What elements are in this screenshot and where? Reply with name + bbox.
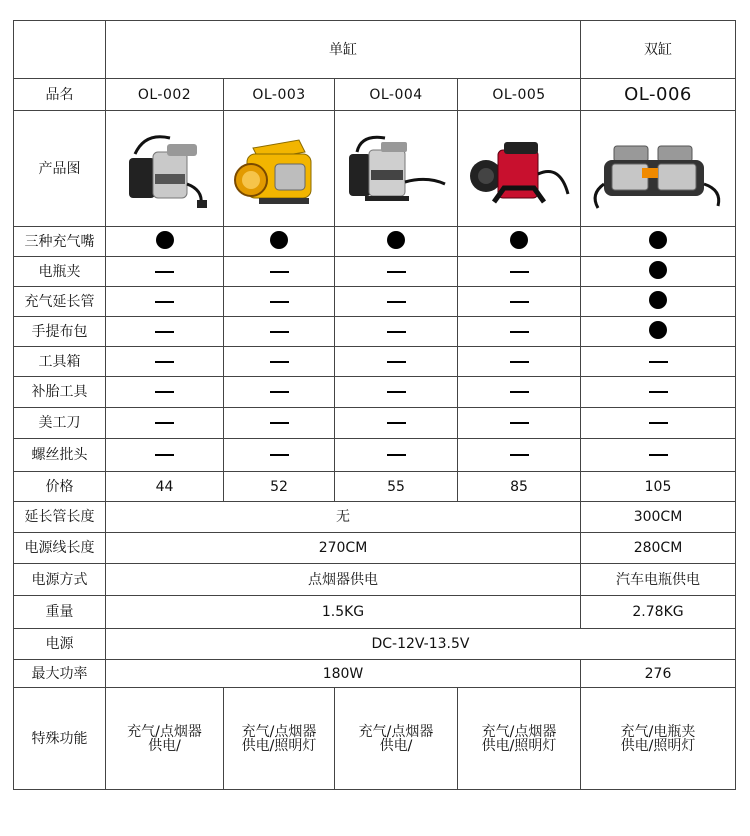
bag-ol-006: [581, 317, 736, 347]
toolbox-ol-004: [335, 347, 458, 377]
bag-ol-005: [458, 317, 581, 347]
power-method-double: 汽车电瓶供电: [581, 564, 736, 596]
spec-table: [13, 20, 736, 790]
tire-repair-ol-003: [224, 377, 335, 408]
not-included-dash: [270, 391, 289, 393]
special-line-1: 充气/电瓶夹: [620, 723, 696, 740]
special-ol-005: [458, 688, 581, 790]
toolbox-ol-002: [106, 347, 224, 377]
utility-knife-ol-004: [335, 408, 458, 439]
special-line-1: 充气/点烟器: [481, 723, 557, 740]
compressor-dual-cylinder-icon: [588, 124, 728, 214]
clamp-ol-003: [224, 257, 335, 287]
product-image-ol-004: [335, 111, 458, 227]
special-line-1: 充气/点烟器: [127, 723, 202, 740]
included-dot: [649, 291, 667, 309]
not-included-dash: [155, 454, 174, 456]
not-included-dash: [270, 301, 289, 303]
not-included-dash: [270, 271, 289, 273]
nozzles-ol-003: [224, 227, 335, 257]
special-line-2: 供电/照明灯: [241, 737, 317, 754]
extension-hose-label: 充气延长管: [14, 287, 106, 317]
product-image-ol-006: [581, 111, 736, 227]
max-power-double: 276: [581, 660, 736, 688]
special-ol-004: [335, 688, 458, 790]
tire-repair-label: 补胎工具: [14, 377, 106, 408]
utility-knife-label: 美工刀: [14, 408, 106, 439]
not-included-dash: [155, 331, 174, 333]
toolbox-label: 工具箱: [14, 347, 106, 377]
included-dot: [649, 231, 667, 249]
utility-knife-ol-005: [458, 408, 581, 439]
compressor-silver-black-icon: [341, 124, 451, 214]
toolbox-ol-003: [224, 347, 335, 377]
power-method-single: 点烟器供电: [106, 564, 581, 596]
not-included-dash: [155, 391, 174, 393]
product-image-label: 产品图: [14, 111, 106, 227]
not-included-dash: [649, 361, 668, 363]
not-included-dash: [387, 454, 406, 456]
nozzles-label: 三种充气嘴: [14, 227, 106, 257]
power-method-label: 电源方式: [14, 564, 106, 596]
weight-label: 重量: [14, 596, 106, 629]
hose-length-label: 延长管长度: [14, 502, 106, 533]
screw-bits-ol-003: [224, 439, 335, 472]
single-cylinder-header: 单缸: [106, 21, 581, 79]
toolbox-ol-006: [581, 347, 736, 377]
not-included-dash: [649, 422, 668, 424]
clamp-ol-005: [458, 257, 581, 287]
extension-hose-ol-004: [335, 287, 458, 317]
not-included-dash: [270, 361, 289, 363]
not-included-dash: [270, 331, 289, 333]
special-line-2: 供电/照明灯: [620, 737, 696, 754]
price-ol-005: 85: [458, 472, 581, 502]
clamp-ol-002: [106, 257, 224, 287]
special-ol-002: [106, 688, 224, 790]
product-image-ol-002: [106, 111, 224, 227]
nozzles-ol-005: [458, 227, 581, 257]
clamp-ol-004: [335, 257, 458, 287]
clamp-label: 电瓶夹: [14, 257, 106, 287]
special-line-2: 供电/: [379, 737, 413, 754]
special-line-1: 充气/点烟器: [358, 723, 434, 740]
nozzles-ol-002: [106, 227, 224, 257]
bag-ol-004: [335, 317, 458, 347]
model-ol-006: OL-006: [581, 79, 736, 111]
price-ol-006: 105: [581, 472, 736, 502]
included-dot: [270, 231, 288, 249]
not-included-dash: [649, 454, 668, 456]
model-ol-004: OL-004: [335, 79, 458, 111]
weight-single: 1.5KG: [106, 596, 581, 629]
power-supply-label: 电源: [14, 629, 106, 660]
screw-bits-ol-004: [335, 439, 458, 472]
special-line-1: 充气/点烟器: [241, 723, 317, 740]
corner-cell: [14, 21, 106, 79]
compressor-silver-black-icon: [115, 124, 215, 214]
compressor-yellow-lamp-icon: [229, 124, 329, 214]
bag-label: 手提布包: [14, 317, 106, 347]
not-included-dash: [510, 454, 529, 456]
tire-repair-ol-004: [335, 377, 458, 408]
bag-ol-003: [224, 317, 335, 347]
extension-hose-ol-002: [106, 287, 224, 317]
utility-knife-ol-006: [581, 408, 736, 439]
power-supply-value: DC-12V-13.5V: [106, 629, 736, 660]
screw-bits-ol-002: [106, 439, 224, 472]
weight-double: 2.78KG: [581, 596, 736, 629]
bag-ol-002: [106, 317, 224, 347]
included-dot: [649, 321, 667, 339]
not-included-dash: [510, 331, 529, 333]
not-included-dash: [155, 422, 174, 424]
included-dot: [156, 231, 174, 249]
toolbox-ol-005: [458, 347, 581, 377]
not-included-dash: [387, 422, 406, 424]
double-cylinder-header: 双缸: [581, 21, 736, 79]
clamp-ol-006: [581, 257, 736, 287]
not-included-dash: [155, 301, 174, 303]
cord-length-double: 280CM: [581, 533, 736, 564]
hose-length-single: 无: [106, 502, 581, 533]
product-image-ol-003: [224, 111, 335, 227]
tire-repair-ol-006: [581, 377, 736, 408]
screw-bits-ol-006: [581, 439, 736, 472]
special-ol-003: [224, 688, 335, 790]
hose-length-double: 300CM: [581, 502, 736, 533]
extension-hose-ol-005: [458, 287, 581, 317]
not-included-dash: [510, 301, 529, 303]
not-included-dash: [155, 361, 174, 363]
model-ol-003: OL-003: [224, 79, 335, 111]
not-included-dash: [510, 271, 529, 273]
tire-repair-ol-002: [106, 377, 224, 408]
not-included-dash: [387, 301, 406, 303]
special-line-2: 供电/照明灯: [481, 737, 557, 754]
not-included-dash: [270, 422, 289, 424]
not-included-dash: [270, 454, 289, 456]
model-ol-002: OL-002: [106, 79, 224, 111]
price-ol-004: 55: [335, 472, 458, 502]
screw-bits-ol-005: [458, 439, 581, 472]
not-included-dash: [510, 422, 529, 424]
model-ol-005: OL-005: [458, 79, 581, 111]
not-included-dash: [510, 361, 529, 363]
extension-hose-ol-003: [224, 287, 335, 317]
not-included-dash: [387, 361, 406, 363]
cord-length-single: 270CM: [106, 533, 581, 564]
model-label: 品名: [14, 79, 106, 111]
cord-length-label: 电源线长度: [14, 533, 106, 564]
not-included-dash: [649, 391, 668, 393]
product-image-ol-005: [458, 111, 581, 227]
not-included-dash: [387, 391, 406, 393]
not-included-dash: [387, 271, 406, 273]
price-label: 价格: [14, 472, 106, 502]
price-ol-002: 44: [106, 472, 224, 502]
utility-knife-ol-002: [106, 408, 224, 439]
special-line-2: 供电/: [148, 737, 181, 754]
not-included-dash: [387, 331, 406, 333]
nozzles-ol-006: [581, 227, 736, 257]
screw-bits-label: 螺丝批头: [14, 439, 106, 472]
max-power-single: 180W: [106, 660, 581, 688]
utility-knife-ol-003: [224, 408, 335, 439]
not-included-dash: [155, 271, 174, 273]
max-power-label: 最大功率: [14, 660, 106, 688]
price-ol-003: 52: [224, 472, 335, 502]
included-dot: [649, 261, 667, 279]
included-dot: [510, 231, 528, 249]
not-included-dash: [510, 391, 529, 393]
nozzles-ol-004: [335, 227, 458, 257]
tire-repair-ol-005: [458, 377, 581, 408]
special-ol-006: [581, 688, 736, 790]
included-dot: [387, 231, 405, 249]
extension-hose-ol-006: [581, 287, 736, 317]
special-functions-label: 特殊功能: [14, 688, 106, 790]
compressor-red-black-icon: [464, 124, 574, 214]
